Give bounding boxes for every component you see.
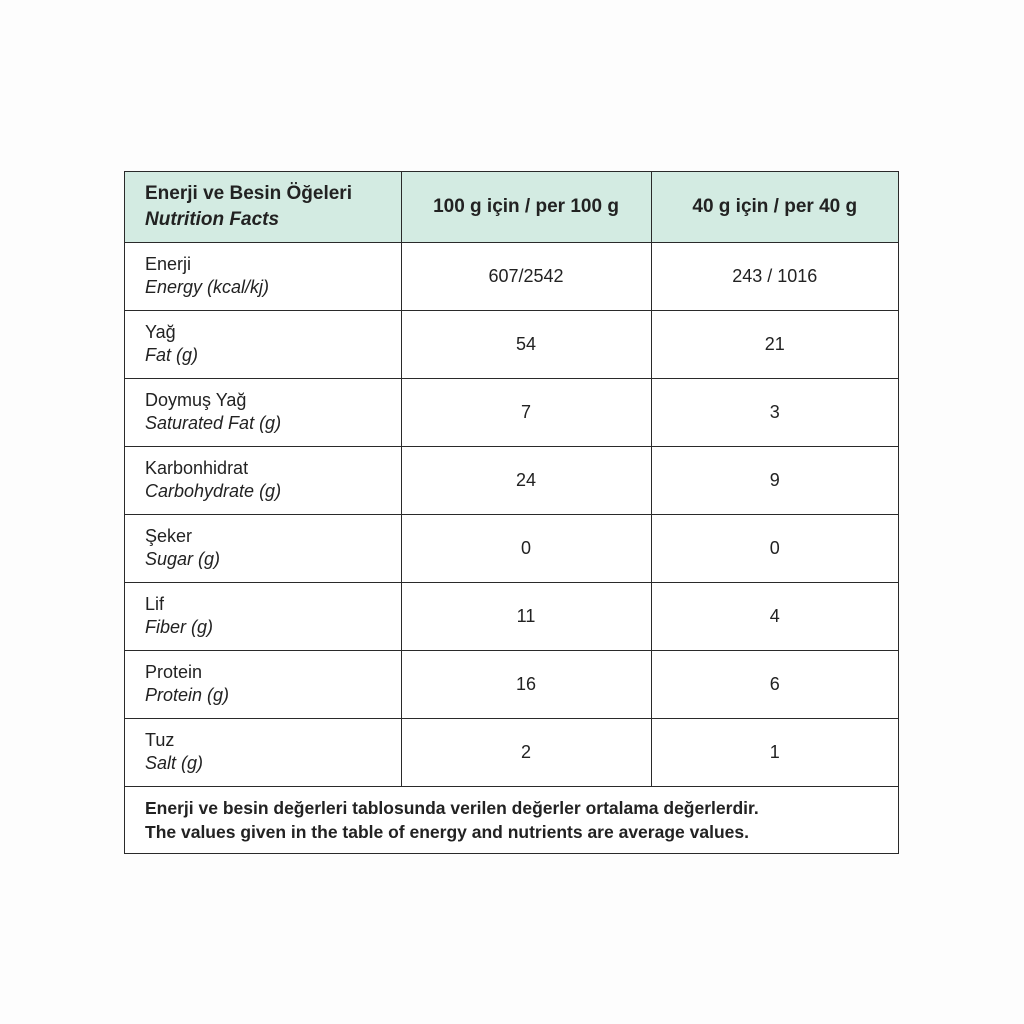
row-label (125, 242, 401, 310)
row-value-per100: 0 (401, 514, 651, 582)
row-value-per100: 2 (401, 718, 651, 786)
row-name-en: Energy (kcal/kj) (145, 277, 270, 297)
row-value-per100: 24 (401, 446, 651, 514)
row-value-per40: 6 (651, 650, 898, 718)
row-value-per40: 243 / 1016 (651, 242, 898, 310)
row-name-en: Protein (g) (145, 685, 230, 705)
row-value-per100: 7 (401, 378, 651, 446)
row-value-per40: 1 (651, 718, 898, 786)
table-row (125, 378, 898, 446)
row-value-per100: 607/2542 (401, 242, 651, 310)
row-value-per40: 21 (651, 310, 898, 378)
row-name-en: Salt (g) (145, 753, 204, 773)
table-body (125, 242, 898, 786)
row-value-per40: 9 (651, 446, 898, 514)
table-row (125, 650, 898, 718)
table-row (125, 718, 898, 786)
row-name-tr: Protein (145, 662, 203, 682)
header-label-en: Nutrition Facts (145, 208, 280, 230)
table-row (125, 446, 898, 514)
nutrition-facts-panel (124, 171, 899, 854)
footer-row (125, 786, 898, 853)
row-name-tr: Tuz (145, 730, 175, 750)
footer-note-en: The values given in the table of energy and nutrients are average values. (145, 821, 749, 842)
row-name-en: Fat (g) (145, 345, 199, 365)
header-label-tr: Enerji ve Besin Öğeleri (145, 182, 352, 204)
header-per-40g: 40 g için / per 40 g (651, 172, 898, 242)
table-row (125, 242, 898, 310)
row-name-en: Saturated Fat (g) (145, 413, 282, 433)
row-value-per100: 54 (401, 310, 651, 378)
row-value-per100: 16 (401, 650, 651, 718)
row-name-en: Carbohydrate (g) (145, 481, 282, 501)
row-label (125, 650, 401, 718)
footer-note-tr: Enerji ve besin değerleri tablosunda verilen değerler ortalama değerlerdir. (145, 797, 759, 818)
row-label (125, 310, 401, 378)
header-nutrient-label (125, 172, 401, 242)
row-value-per40: 0 (651, 514, 898, 582)
row-value-per40: 4 (651, 582, 898, 650)
row-value-per40: 3 (651, 378, 898, 446)
row-name-tr: Şeker (145, 526, 193, 546)
table-row (125, 514, 898, 582)
row-name-tr: Karbonhidrat (145, 458, 249, 478)
table-row (125, 310, 898, 378)
nutrition-table (125, 172, 898, 853)
table-row (125, 582, 898, 650)
row-label (125, 718, 401, 786)
row-label (125, 514, 401, 582)
row-label (125, 582, 401, 650)
table-header-row (125, 172, 898, 242)
row-value-per100: 11 (401, 582, 651, 650)
row-name-en: Sugar (g) (145, 549, 221, 569)
row-name-tr: Yağ (145, 322, 176, 342)
row-name-tr: Doymuş Yağ (145, 390, 247, 410)
row-label (125, 446, 401, 514)
header-per-100g: 100 g için / per 100 g (401, 172, 651, 242)
row-name-en: Fiber (g) (145, 617, 214, 637)
footer-note (125, 786, 898, 853)
row-name-tr: Enerji (145, 254, 192, 274)
row-label (125, 378, 401, 446)
row-name-tr: Lif (145, 594, 165, 614)
